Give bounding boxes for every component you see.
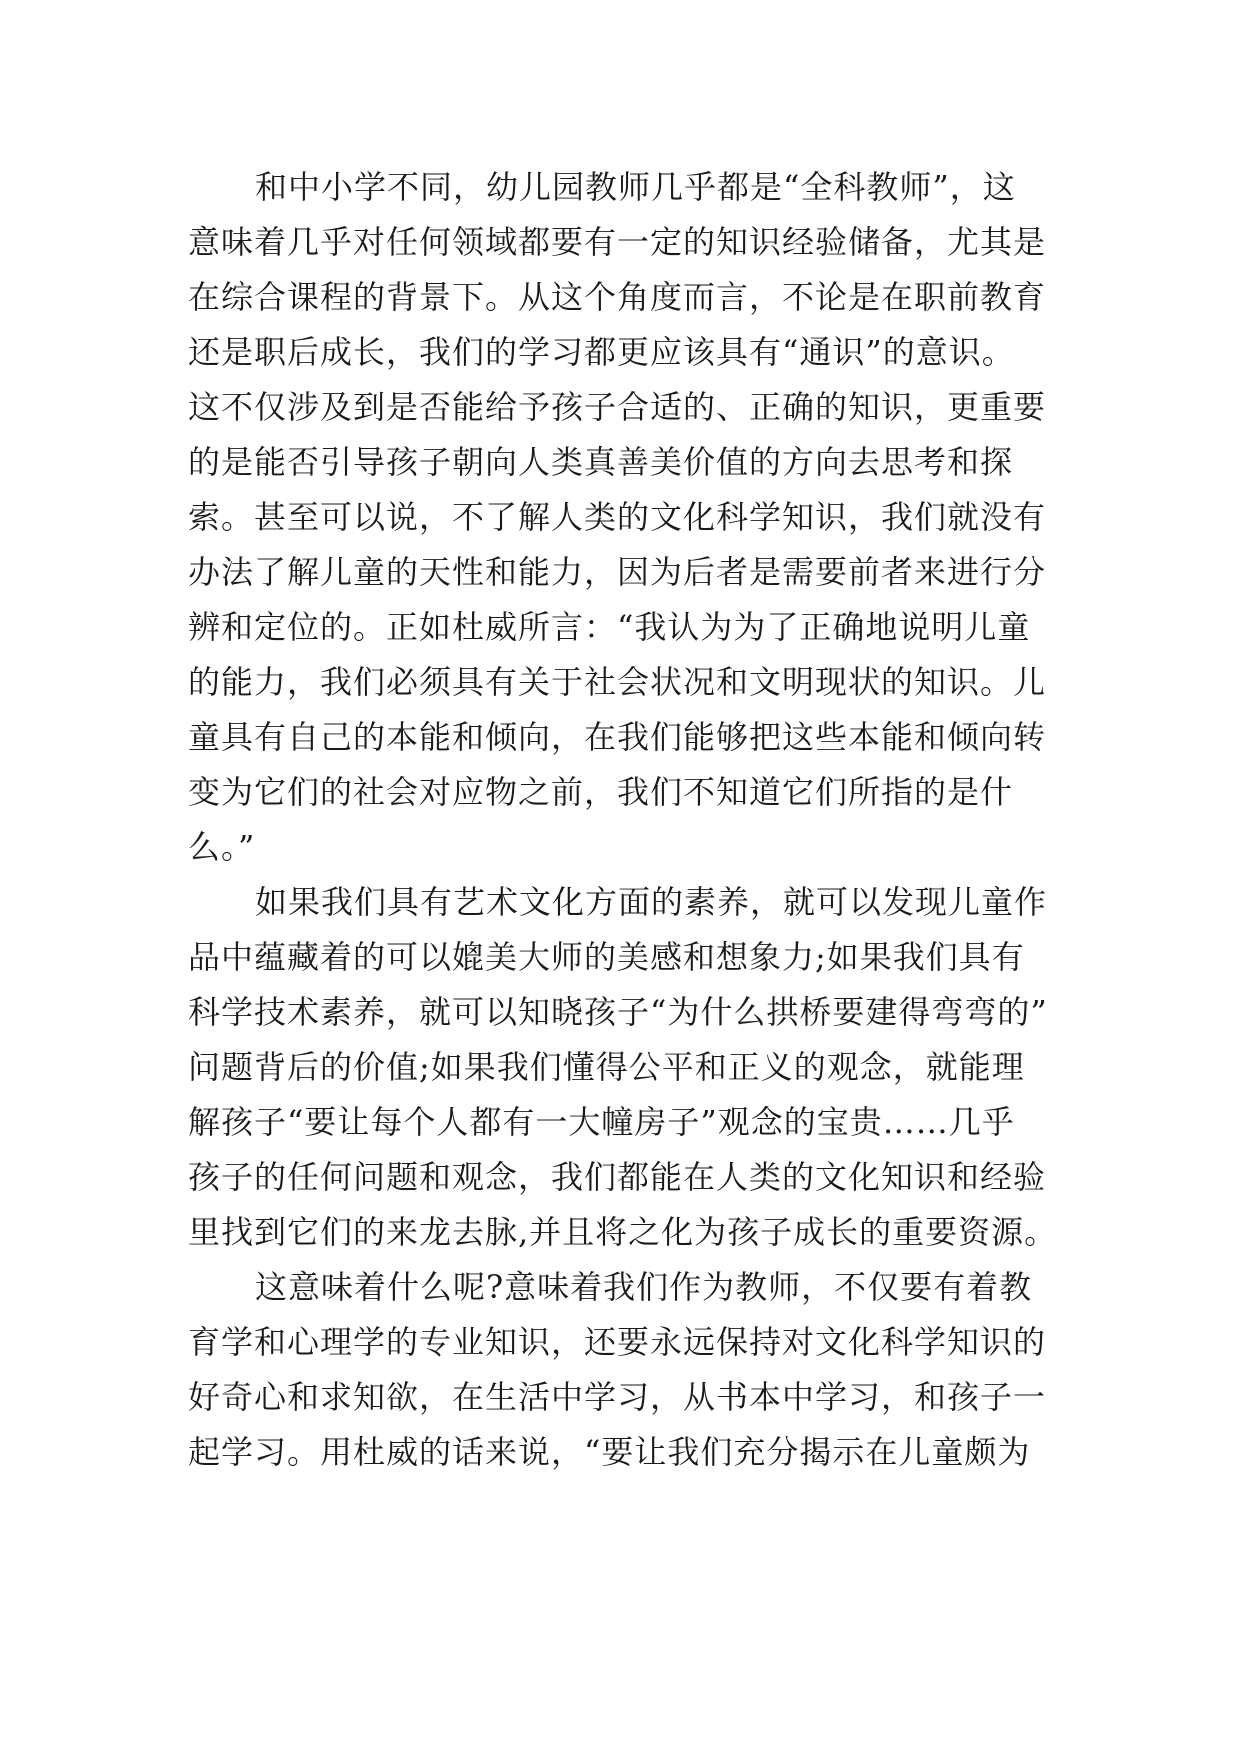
paragraph-1: [188, 160, 1068, 875]
text-line: 科学技术素养，就可以知晓孩子“为什么拱桥要建得弯弯的”: [188, 993, 1048, 1031]
document-body: [188, 160, 1068, 1480]
text-line: 辨和定位的。正如杜威所言：“我认为为了正确地说明儿童: [188, 608, 1031, 646]
paragraph-2: [188, 875, 1068, 1260]
text-line: 解孩子“要让每个人都有一大幢房子”观念的宝贵……几乎: [188, 1103, 1015, 1141]
text-line: 在综合课程的背景下。从这个角度而言，不论是在职前教育: [188, 278, 1047, 316]
text-line: 办法了解儿童的天性和能力，因为后者是需要前者来进行分: [188, 553, 1047, 591]
text-line: 问题背后的价值;如果我们懂得公平和正义的观念，就能理: [188, 1048, 1025, 1086]
text-line: 和中小学不同，幼儿园教师几乎都是“全科教师”，这: [255, 168, 1016, 206]
text-line: 还是职后成长，我们的学习都更应该具有“通识”的意识。: [188, 333, 1015, 371]
text-line: 品中蕴藏着的可以媲美大师的美感和想象力;如果我们具有: [188, 938, 1025, 976]
text-line: 索。甚至可以说，不了解人类的文化科学知识，我们就没有: [188, 498, 1047, 536]
text-line: 起学习。用杜威的话来说，“要让我们充分揭示在儿童颇为: [188, 1433, 1031, 1471]
text-line: 孩子的任何问题和观念，我们都能在人类的文化知识和经验: [188, 1158, 1047, 1196]
text-line: 如果我们具有艺术文化方面的素养，就可以发现儿童作: [255, 883, 1048, 921]
text-line: 么。”: [188, 828, 256, 866]
text-line: 这意味着什么呢?意味着我们作为教师，不仅要有着教: [255, 1268, 1033, 1306]
text-line: 里找到它们的来龙去脉,并且将之化为孩子成长的重要资源。: [188, 1213, 1058, 1251]
paragraph-3: [188, 1260, 1068, 1480]
text-line: 意味着几乎对任何领域都要有一定的知识经验储备，尤其是: [188, 223, 1047, 261]
text-line: 童具有自己的本能和倾向，在我们能够把这些本能和倾向转: [188, 718, 1047, 756]
text-line: 育学和心理学的专业知识，还要永远保持对文化科学知识的: [188, 1323, 1047, 1361]
text-line: 的能力，我们必须具有关于社会状况和文明现状的知识。儿: [188, 663, 1047, 701]
text-line: 的是能否引导孩子朝向人类真善美价值的方向去思考和探: [188, 443, 1014, 481]
text-line: 变为它们的社会对应物之前，我们不知道它们所指的是什: [188, 773, 1014, 811]
text-line: 这不仅涉及到是否能给予孩子合适的、正确的知识，更重要: [188, 388, 1047, 426]
text-line: 好奇心和求知欲，在生活中学习，从书本中学习，和孩子一: [188, 1378, 1047, 1416]
